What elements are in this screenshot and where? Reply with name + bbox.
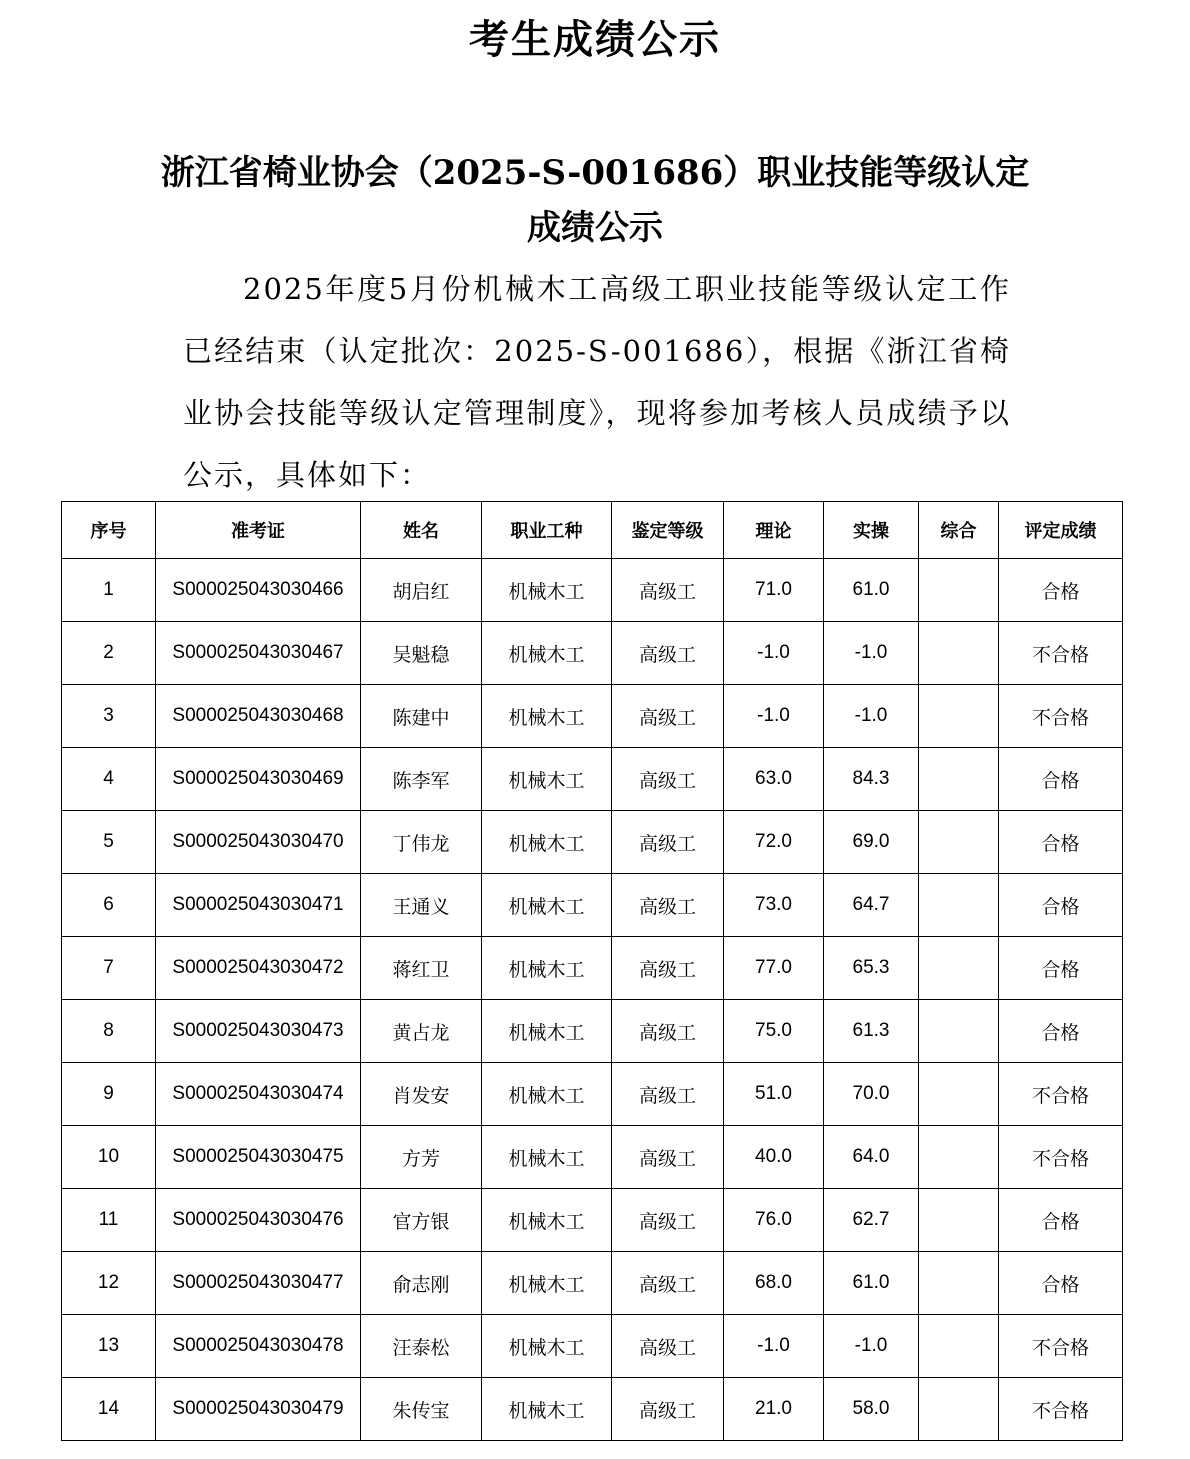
cell-level: 高级工 xyxy=(612,1063,724,1126)
cell-practical: 69.0 xyxy=(824,811,919,874)
cell-name: 官方银 xyxy=(361,1189,482,1252)
cell-theory: 40.0 xyxy=(724,1126,824,1189)
cell-no: 7 xyxy=(62,937,156,1000)
table-row xyxy=(62,1378,1123,1441)
table-header-row xyxy=(62,502,1123,559)
cell-ticket: S000025043030472 xyxy=(156,937,361,1000)
table-row xyxy=(62,559,1123,622)
cell-ticket: S000025043030476 xyxy=(156,1189,361,1252)
cell-name: 吴魁稳 xyxy=(361,622,482,685)
table-row xyxy=(62,937,1123,1000)
cell-name: 朱传宝 xyxy=(361,1378,482,1441)
cell-practical: 65.3 xyxy=(824,937,919,1000)
cell-result: 不合格 xyxy=(999,685,1123,748)
cell-result: 合格 xyxy=(999,874,1123,937)
cell-practical: 61.0 xyxy=(824,1252,919,1315)
cell-name: 方芳 xyxy=(361,1126,482,1189)
cell-theory: 51.0 xyxy=(724,1063,824,1126)
cell-name: 俞志刚 xyxy=(361,1252,482,1315)
header-theory: 理论 xyxy=(724,502,824,559)
cell-trade: 机械木工 xyxy=(482,1189,612,1252)
cell-trade: 机械木工 xyxy=(482,685,612,748)
cell-level: 高级工 xyxy=(612,622,724,685)
header-ticket: 准考证 xyxy=(156,502,361,559)
cell-no: 14 xyxy=(62,1378,156,1441)
cell-no: 4 xyxy=(62,748,156,811)
cell-result: 不合格 xyxy=(999,622,1123,685)
cell-ticket: S000025043030475 xyxy=(156,1126,361,1189)
cell-level: 高级工 xyxy=(612,937,724,1000)
cell-level: 高级工 xyxy=(612,559,724,622)
cell-overall xyxy=(919,1252,999,1315)
cell-overall xyxy=(919,559,999,622)
intro-paragraph: 2025年度5月份机械木工高级工职业技能等级认定工作已经结束（认定批次：2025-S-001686），根据《浙江省椅业协会技能等级认定管理制度》，现将参加考核人员成绩予以公示，具体如下： xyxy=(183,272,1011,492)
cell-ticket: S000025043030474 xyxy=(156,1063,361,1126)
cell-no: 13 xyxy=(62,1315,156,1378)
cell-result: 合格 xyxy=(999,1189,1123,1252)
cell-result: 合格 xyxy=(999,1252,1123,1315)
cell-theory: 63.0 xyxy=(724,748,824,811)
cell-overall xyxy=(919,622,999,685)
cell-practical: 84.3 xyxy=(824,748,919,811)
cell-level: 高级工 xyxy=(612,748,724,811)
cell-theory: -1.0 xyxy=(724,685,824,748)
cell-trade: 机械木工 xyxy=(482,1063,612,1126)
cell-practical: 64.0 xyxy=(824,1126,919,1189)
table-row xyxy=(62,1315,1123,1378)
cell-no: 11 xyxy=(62,1189,156,1252)
table-row xyxy=(62,1252,1123,1315)
cell-trade: 机械木工 xyxy=(482,1378,612,1441)
header-practical: 实操 xyxy=(824,502,919,559)
cell-overall xyxy=(919,1189,999,1252)
cell-ticket: S000025043030477 xyxy=(156,1252,361,1315)
table-row xyxy=(62,874,1123,937)
cell-result: 合格 xyxy=(999,937,1123,1000)
header-no: 序号 xyxy=(62,502,156,559)
cell-no: 9 xyxy=(62,1063,156,1126)
cell-level: 高级工 xyxy=(612,874,724,937)
cell-ticket: S000025043030469 xyxy=(156,748,361,811)
header-result: 评定成绩 xyxy=(999,502,1123,559)
cell-practical: -1.0 xyxy=(824,685,919,748)
cell-name: 黄占龙 xyxy=(361,1000,482,1063)
notice-title-line1: 浙江省椅业协会（2025-S-001686）职业技能等级认定 xyxy=(160,153,1030,193)
cell-theory: 71.0 xyxy=(724,559,824,622)
cell-overall xyxy=(919,937,999,1000)
cell-no: 3 xyxy=(62,685,156,748)
cell-name: 肖发安 xyxy=(361,1063,482,1126)
cell-practical: 61.0 xyxy=(824,559,919,622)
cell-theory: 73.0 xyxy=(724,874,824,937)
cell-no: 5 xyxy=(62,811,156,874)
cell-trade: 机械木工 xyxy=(482,1000,612,1063)
cell-ticket: S000025043030470 xyxy=(156,811,361,874)
header-level: 鉴定等级 xyxy=(612,502,724,559)
cell-level: 高级工 xyxy=(612,1378,724,1441)
cell-name: 胡启红 xyxy=(361,559,482,622)
cell-overall xyxy=(919,1063,999,1126)
cell-theory: -1.0 xyxy=(724,622,824,685)
cell-practical: 70.0 xyxy=(824,1063,919,1126)
cell-name: 蒋红卫 xyxy=(361,937,482,1000)
cell-level: 高级工 xyxy=(612,811,724,874)
cell-name: 汪泰松 xyxy=(361,1315,482,1378)
cell-theory: 21.0 xyxy=(724,1378,824,1441)
cell-result: 不合格 xyxy=(999,1063,1123,1126)
score-table xyxy=(61,501,1123,1441)
cell-trade: 机械木工 xyxy=(482,937,612,1000)
cell-result: 合格 xyxy=(999,748,1123,811)
cell-trade: 机械木工 xyxy=(482,622,612,685)
cell-result: 合格 xyxy=(999,1000,1123,1063)
cell-overall xyxy=(919,1378,999,1441)
cell-level: 高级工 xyxy=(612,1252,724,1315)
cell-trade: 机械木工 xyxy=(482,874,612,937)
header-name: 姓名 xyxy=(361,502,482,559)
cell-overall xyxy=(919,811,999,874)
cell-name: 丁伟龙 xyxy=(361,811,482,874)
cell-name: 陈建中 xyxy=(361,685,482,748)
cell-result: 不合格 xyxy=(999,1126,1123,1189)
cell-overall xyxy=(919,1126,999,1189)
table-row xyxy=(62,1126,1123,1189)
cell-theory: 68.0 xyxy=(724,1252,824,1315)
cell-theory: 75.0 xyxy=(724,1000,824,1063)
cell-trade: 机械木工 xyxy=(482,1315,612,1378)
header-overall: 综合 xyxy=(919,502,999,559)
cell-level: 高级工 xyxy=(612,1315,724,1378)
cell-no: 6 xyxy=(62,874,156,937)
cell-level: 高级工 xyxy=(612,1126,724,1189)
cell-theory: 76.0 xyxy=(724,1189,824,1252)
cell-trade: 机械木工 xyxy=(482,1126,612,1189)
cell-overall xyxy=(919,685,999,748)
cell-ticket: S000025043030478 xyxy=(156,1315,361,1378)
table-body xyxy=(62,559,1123,1441)
cell-theory: 72.0 xyxy=(724,811,824,874)
cell-result: 不合格 xyxy=(999,1378,1123,1441)
cell-result: 合格 xyxy=(999,559,1123,622)
table-row xyxy=(62,748,1123,811)
cell-practical: 62.7 xyxy=(824,1189,919,1252)
table-row xyxy=(62,685,1123,748)
cell-ticket: S000025043030473 xyxy=(156,1000,361,1063)
cell-level: 高级工 xyxy=(612,1189,724,1252)
notice-title-line2: 成绩公示 xyxy=(527,208,663,248)
cell-level: 高级工 xyxy=(612,685,724,748)
cell-ticket: S000025043030468 xyxy=(156,685,361,748)
cell-ticket: S000025043030471 xyxy=(156,874,361,937)
cell-practical: -1.0 xyxy=(824,1315,919,1378)
cell-practical: 64.7 xyxy=(824,874,919,937)
cell-name: 王通义 xyxy=(361,874,482,937)
cell-theory: 77.0 xyxy=(724,937,824,1000)
page-title: 考生成绩公示 xyxy=(469,16,721,63)
cell-trade: 机械木工 xyxy=(482,811,612,874)
cell-trade: 机械木工 xyxy=(482,1252,612,1315)
table-row xyxy=(62,1000,1123,1063)
cell-name: 陈李军 xyxy=(361,748,482,811)
table-row xyxy=(62,811,1123,874)
table-row xyxy=(62,1189,1123,1252)
cell-theory: -1.0 xyxy=(724,1315,824,1378)
cell-overall xyxy=(919,748,999,811)
cell-practical: 61.3 xyxy=(824,1000,919,1063)
cell-result: 合格 xyxy=(999,811,1123,874)
header-trade: 职业工种 xyxy=(482,502,612,559)
cell-no: 8 xyxy=(62,1000,156,1063)
table-row xyxy=(62,1063,1123,1126)
cell-level: 高级工 xyxy=(612,1000,724,1063)
cell-overall xyxy=(919,874,999,937)
cell-practical: 58.0 xyxy=(824,1378,919,1441)
cell-result: 不合格 xyxy=(999,1315,1123,1378)
cell-trade: 机械木工 xyxy=(482,559,612,622)
cell-ticket: S000025043030479 xyxy=(156,1378,361,1441)
table-row xyxy=(62,622,1123,685)
cell-trade: 机械木工 xyxy=(482,748,612,811)
cell-no: 10 xyxy=(62,1126,156,1189)
cell-no: 2 xyxy=(62,622,156,685)
cell-ticket: S000025043030467 xyxy=(156,622,361,685)
cell-no: 12 xyxy=(62,1252,156,1315)
cell-overall xyxy=(919,1000,999,1063)
cell-ticket: S000025043030466 xyxy=(156,559,361,622)
cell-no: 1 xyxy=(62,559,156,622)
cell-practical: -1.0 xyxy=(824,622,919,685)
cell-overall xyxy=(919,1315,999,1378)
